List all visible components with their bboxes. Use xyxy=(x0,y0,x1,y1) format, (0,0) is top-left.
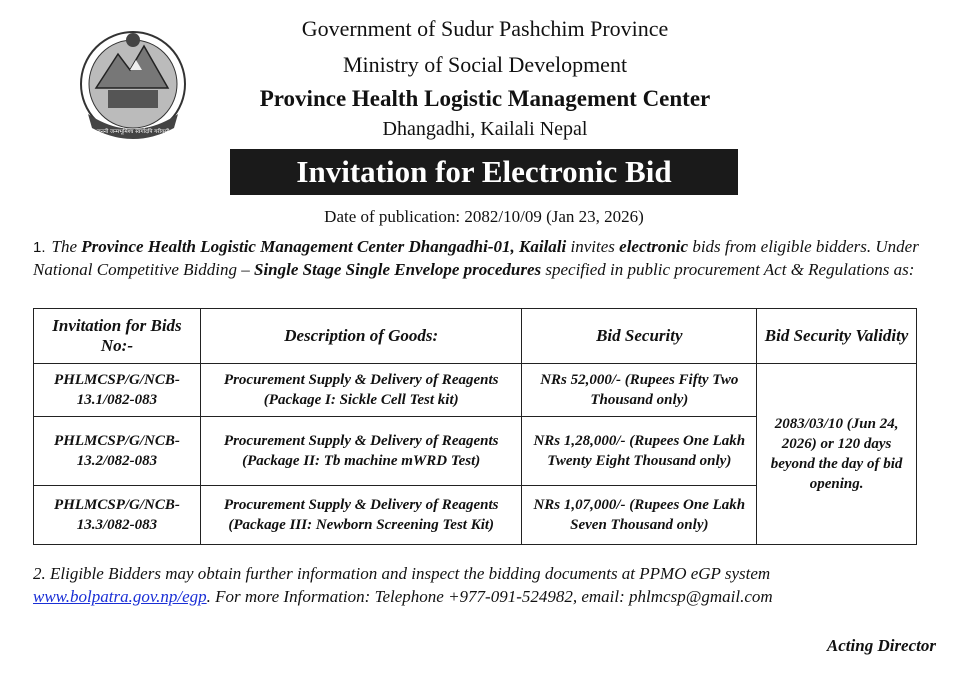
intro-paragraph xyxy=(33,236,939,281)
bids-table xyxy=(33,308,917,545)
para-text: The xyxy=(51,237,82,256)
info-paragraph xyxy=(33,562,939,608)
publication-date: Date of publication: 2082/10/09 (Jan 23, 2026) xyxy=(324,207,644,226)
header-center: Province Health Logistic Management Center xyxy=(259,86,711,111)
para-text: bids from eligible bidders. Under National Competitive Bidding – xyxy=(33,237,919,279)
header-government: Government of Sudur Pashchim Province xyxy=(301,16,669,41)
goods-description: Procurement Supply & Delivery of Reagents (Package II: Tb machine mWRD Test) xyxy=(200,417,522,486)
bid-security: NRs 1,07,000/- (Rupees One Lakh Seven Thousand only) xyxy=(522,486,757,545)
bid-security: NRs 1,28,000/- (Rupees One Lakh Twenty Eight Thousand only) xyxy=(522,417,757,486)
goods-description: Procurement Supply & Delivery of Reagents (Package I: Sickle Cell Test kit) xyxy=(200,364,522,417)
column-header: Invitation for Bids No:- xyxy=(34,309,201,364)
government-emblem-icon xyxy=(68,24,198,148)
signature: Acting Director xyxy=(826,636,936,655)
bid-security: NRs 52,000/- (Rupees Fifty Two Thousand only) xyxy=(522,364,757,417)
bid-number: PHLMCSP/G/NCB-13.1/082-083 xyxy=(34,364,201,417)
table-row xyxy=(34,364,917,417)
para-text: . For more Information: Telephone +977-091-524982, email: phlmcsp@gmail.com xyxy=(206,587,773,606)
bid-number: PHLMCSP/G/NCB-13.3/082-083 xyxy=(34,486,201,545)
egp-link[interactable]: www.bolpatra.gov.np/egp xyxy=(33,587,207,606)
goods-description: Procurement Supply & Delivery of Reagents (Package III: Newborn Screening Test Kit) xyxy=(200,486,522,545)
column-header: Bid Security Validity xyxy=(757,309,917,364)
column-header: Bid Security xyxy=(522,309,757,364)
para-bold: Province Health Logistic Management Center Dhangadhi-01, Kailali xyxy=(81,237,567,256)
header-location: Dhangadhi, Kailali Nepal xyxy=(382,118,588,140)
para-text: invites xyxy=(566,237,620,256)
para-text: specified in public procurement Act & Regulations as: xyxy=(541,260,915,279)
bid-security-validity: 2083/03/10 (Jun 24, 2026) or 120 days beyond the day of bid opening. xyxy=(757,364,917,545)
para-number: 1. xyxy=(33,239,46,256)
emblem-motto: जननी जन्मभूमिश्च स्वर्गादपि गरीयसी xyxy=(96,129,170,135)
para-text: 2. Eligible Bidders may obtain further information and inspect the bidding documents at PPMO eGP system xyxy=(33,564,771,583)
column-header: Description of Goods: xyxy=(200,309,522,364)
para-bold: Single Stage Single Envelope procedures xyxy=(253,260,542,279)
para-bold: electronic xyxy=(619,237,689,256)
bid-number: PHLMCSP/G/NCB-13.2/082-083 xyxy=(34,417,201,486)
page-title: Invitation for Electronic Bid xyxy=(230,149,738,195)
header-ministry: Ministry of Social Development xyxy=(342,52,628,77)
